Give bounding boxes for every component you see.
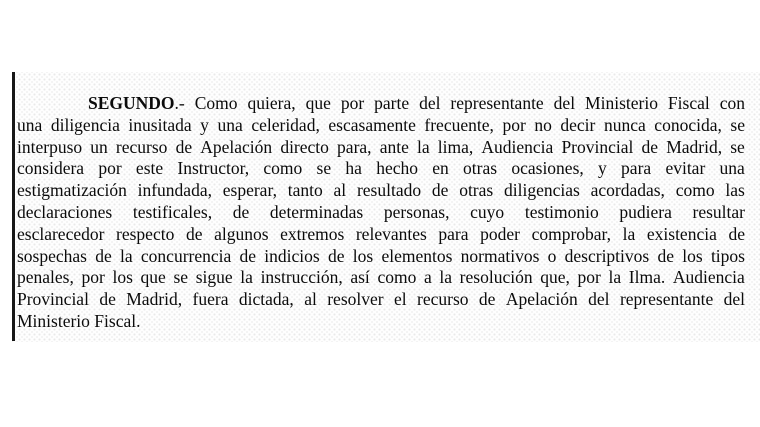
text-line: Ministerio Fiscal. — [17, 310, 141, 331]
text-line: interpuso un recurso de Apelación directo para, ante la lima, Audiencia Provincial de Madrid, se — [17, 136, 745, 157]
text-line: esclarecedor respecto de algunos extremos relevantes para poder comprobar, la existencia de — [17, 223, 745, 244]
text-line: SEGUNDO.- Como quiera, que por parte del representante del Ministerio Fiscal con — [88, 93, 745, 113]
text-line: sospechas de la concurrencia de indicios de los elementos normativos o descriptivos de los tipos — [17, 245, 745, 266]
text-line: considera por este Instructor, como se ha hecho en otras ocasiones, y para evitar una — [17, 158, 745, 179]
scanned-text-region — [12, 72, 760, 342]
text-line: Provincial de Madrid, fuera dictada, al resolver el recurso de Apelación del representante del — [17, 289, 745, 310]
text-line: estigmatización infundada, esperar, tanto al resultado de otras diligencias acordadas, como las — [17, 180, 745, 201]
text-line: declaraciones testificales, de determinadas personas, cuyo testimonio pudiera resultar — [17, 201, 745, 222]
legal-paragraph — [17, 93, 745, 333]
text-line: una diligencia inusitada y una celeridad, escasamente frecuente, por no decir nunca conocida, se — [17, 114, 745, 135]
left-margin-line — [12, 72, 15, 341]
text-line: penales, por los que se sigue la instrucción, así como a la resolución que, por la Ilma. Audiencia — [17, 267, 745, 288]
